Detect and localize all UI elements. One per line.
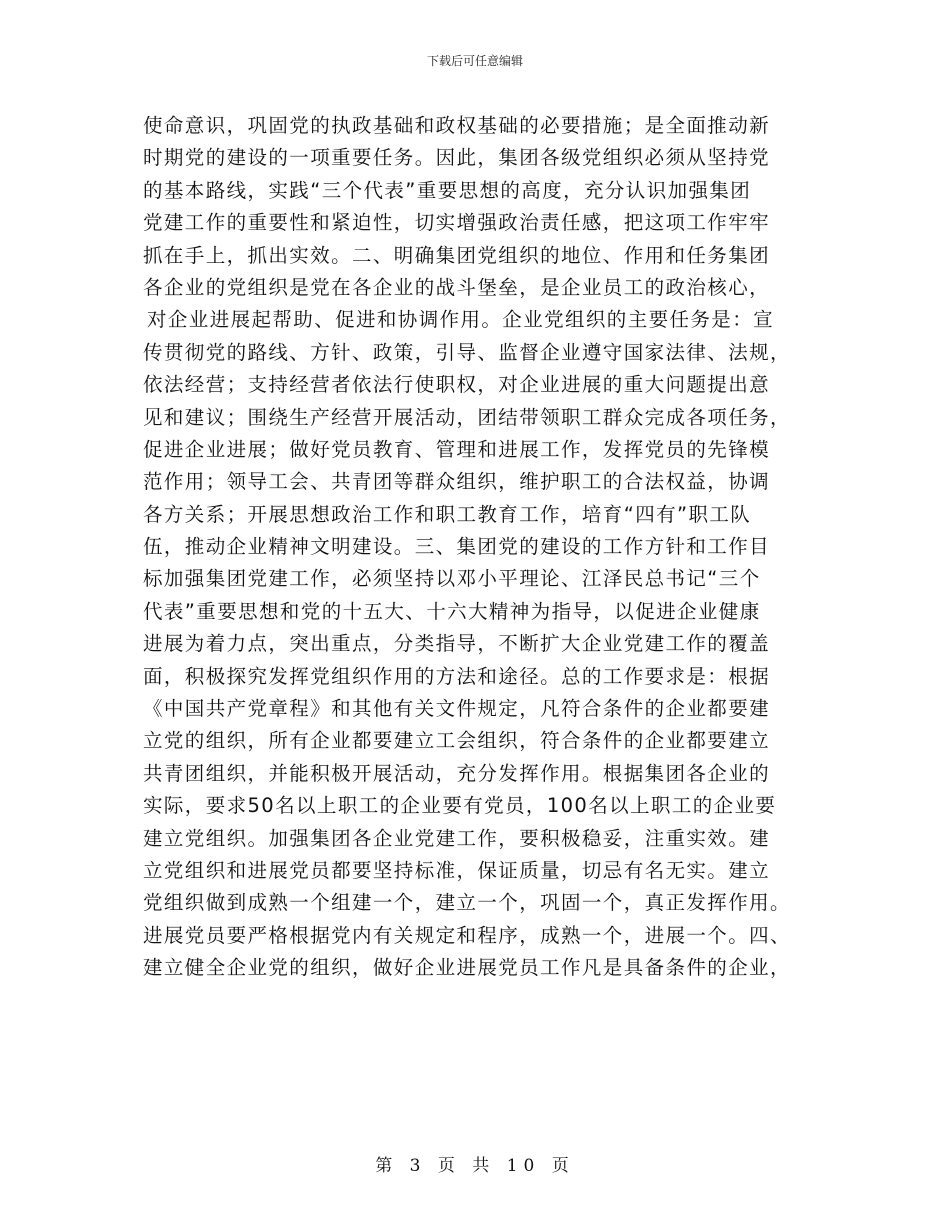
body-text: [143, 110, 813, 985]
text-line: 党建工作的重要性和紧迫性，切实增强政治责任感，把这项工作牢牢: [143, 211, 771, 235]
text-line: 实际，要求50名以上职工的企业要有党员，100名以上职工的企业要: [143, 794, 777, 818]
text-line: 抓在手上，抓出实效。二、明确集团党组织的地位、作用和任务集团: [143, 243, 771, 267]
text-line: 时期党的建设的一项重要任务。因此，集团各级党组织必须从坚持党: [143, 146, 771, 170]
text-line: 对企业进展起帮助、促进和协调作用。企业党组织的主要任务是：宣: [147, 308, 775, 332]
text-line: 进展为着力点，突出重点，分类指导，不断扩大企业党建工作的覆盖: [143, 632, 771, 656]
text-line: 建立党组织。加强集团各企业党建工作，要积极稳妥，注重实效。建: [143, 826, 771, 850]
text-line: 标加强集团党建工作，必须坚持以邓小平理论、江泽民总书记“三个: [143, 567, 761, 591]
text-line: 面，积极探究发挥党组织作用的方法和途径。总的工作要求是：根据: [143, 664, 771, 688]
text-line: 党组织做到成熟一个组建一个，建立一个，巩固一个，真正发挥作用。: [143, 891, 791, 915]
text-line: 伍，推动企业精神文明建设。三、集团党的建设的工作方针和工作目: [143, 535, 771, 559]
text-line: 立党的组织，所有企业都要建立工会组织，符合条件的企业都要建立: [143, 729, 771, 753]
text-line: 依法经营；支持经营者依法行使职权，对企业进展的重大问题提出意: [143, 373, 771, 397]
text-line: 各企业的党组织是党在各企业的战斗堡垒，是企业员工的政治核心，: [143, 275, 771, 299]
text-line: 共青团组织，并能积极开展活动，充分发挥作用。根据集团各企业的: [143, 761, 771, 785]
text-line: 代表”重要思想和党的十五大、十六大精神为指导，以促进企业健康: [143, 599, 761, 623]
page-footer: 第 3 页 共 10 页: [375, 1156, 575, 1176]
text-line: 建立健全企业党的组织，做好企业进展党员工作凡是具备条件的企业，: [143, 956, 791, 980]
text-line: 见和建议；围绕生产经营开展活动，团结带领职工群众完成各项任务，: [143, 405, 791, 429]
text-line: 促进企业进展；做好党员教育、管理和进展工作，发挥党员的先锋模: [143, 437, 771, 461]
text-line: 进展党员要严格根据党内有关规定和程序，成熟一个，进展一个。四、: [143, 923, 791, 947]
text-line: 《中国共产党章程》和其他有关文件规定，凡符合条件的企业都要建: [143, 697, 771, 721]
page-header: 下载后可任意编辑: [426, 54, 523, 68]
text-line: 各方关系；开展思想政治工作和职工教育工作，培育“四有”职工队: [143, 502, 752, 526]
text-line: 传贯彻党的路线、方针、政策，引导、监督企业遵守国家法律、法规，: [143, 340, 791, 364]
text-line: 范作用；领导工会、共青团等群众组织，维护职工的合法权益，协调: [143, 470, 771, 494]
text-line: 的基本路线，实践“三个代表”重要思想的高度，充分认识加强集团: [143, 178, 752, 202]
text-line: 立党组织和进展党员都要坚持标准，保证质量，切忌有名无实。建立: [143, 858, 771, 882]
text-line: 使命意识，巩固党的执政基础和政权基础的必要措施；是全面推动新: [143, 114, 771, 137]
